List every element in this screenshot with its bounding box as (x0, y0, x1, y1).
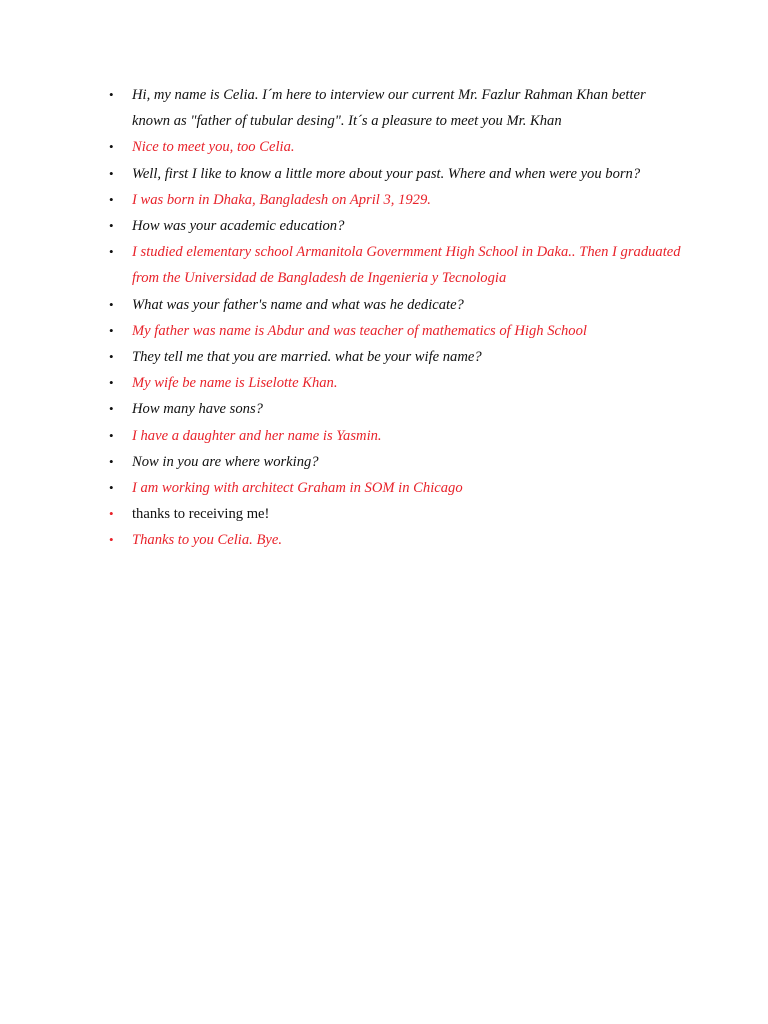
answer-text: I am working with architect Graham in SOM in Chicago (132, 480, 463, 497)
list-item (104, 213, 684, 239)
question-text: They tell me that you are married. what be your wife name? (132, 349, 482, 366)
answer-text: I studied elementary school Armanitola Govermment High School in Daka.. Then I graduated from the Universidad de Bangladesh de Ingenieria y Tecnologia (132, 244, 681, 287)
answer-text: I was born in Dhaka, Bangladesh on April 3, 1929. (132, 191, 431, 208)
bullet-icon: • (109, 244, 114, 260)
bullet-icon: • (109, 87, 114, 102)
bullet-icon: • (109, 506, 114, 522)
list-item (104, 449, 684, 475)
question-text: thanks to receiving me! (132, 506, 270, 523)
question-text: How many have sons? (132, 401, 263, 418)
list-item (104, 370, 684, 396)
bullet-icon: • (109, 453, 114, 469)
bullet-icon: • (109, 322, 114, 338)
bullet-icon: • (109, 375, 114, 391)
list-item (104, 239, 684, 291)
bullet-icon: • (109, 532, 114, 548)
bullet-icon: • (109, 349, 114, 365)
answer-text: Thanks to you Celia. Bye. (132, 532, 282, 549)
list-item (104, 475, 684, 501)
list-item (104, 344, 684, 370)
interview-list (104, 82, 684, 554)
bullet-icon: • (109, 401, 114, 417)
list-item (104, 161, 684, 187)
list-item (104, 423, 684, 449)
list-item (104, 318, 684, 344)
question-text: What was your father's name and what was he dedicate? (132, 296, 464, 313)
list-item (104, 396, 684, 422)
list-item (104, 292, 684, 318)
bullet-icon: • (109, 139, 114, 155)
bullet-icon: • (109, 165, 114, 181)
list-item (104, 134, 684, 160)
question-text: Now in you are where working? (132, 453, 319, 470)
list-item (104, 501, 684, 527)
question-text: How was your academic education? (132, 218, 345, 235)
answer-text: Nice to meet you, too Celia. (132, 139, 295, 156)
question-text: Hi, my name is Celia. I´m here to interview our current Mr. Fazlur Rahman Khan better known as "father of tubular desing". It´s a pleasure to meet you Mr. Khan (132, 87, 646, 130)
list-item (104, 527, 684, 553)
bullet-icon: • (109, 480, 114, 496)
list-item (104, 82, 684, 134)
bullet-icon: • (109, 191, 114, 207)
answer-text: My wife be name is Liselotte Khan. (132, 375, 338, 392)
list-item (104, 187, 684, 213)
answer-text: My father was name is Abdur and was teacher of mathematics of High School (132, 322, 587, 339)
bullet-icon: • (109, 427, 114, 443)
question-text: Well, first I like to know a little more about your past. Where and when were you born? (132, 165, 641, 182)
answer-text: I have a daughter and her name is Yasmin. (132, 427, 382, 444)
bullet-icon: • (109, 296, 114, 312)
bullet-icon: • (109, 218, 114, 234)
